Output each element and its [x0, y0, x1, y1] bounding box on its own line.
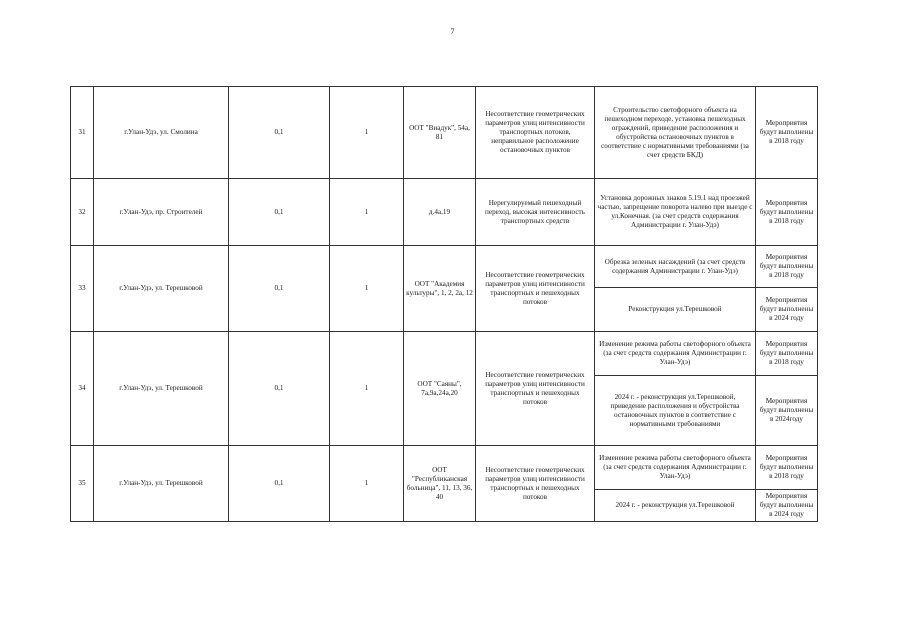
term-cell: Мероприятия будут выполнены в 2024 году: [756, 288, 818, 332]
row-number: 34: [71, 332, 94, 446]
value-cell-1: 0,1: [229, 246, 330, 332]
term-cell: Мероприятия будут выполнены в 2024году: [756, 376, 818, 446]
street-cell: г.Улан-Удэ, ул. Терешковой: [94, 246, 229, 332]
table-row: [71, 87, 818, 179]
measure-cell: 2024 г. - реконструкция ул.Терешковой, приведение расположения и обустройства остановочных пунктов в соответствие с нормативными требованиями: [595, 376, 756, 446]
value-cell-2: 1: [330, 332, 404, 446]
value-cell-2: 1: [330, 446, 404, 522]
measure-cell: Изменение режима работы светофорного объекта (за счет средств содержания Администрации г. Улан-Удэ): [595, 446, 756, 490]
location-cell: ООТ "Академия культуры", 1, 2, 2а, 12: [404, 246, 476, 332]
measures-table: [70, 86, 818, 522]
table-row: [71, 246, 818, 288]
term-cell: Мероприятия будут выполнены в 2018 году: [756, 332, 818, 376]
table-row: [71, 179, 818, 246]
location-cell: д.4а,19: [404, 179, 476, 246]
value-cell-2: 1: [330, 87, 404, 179]
measure-cell: Обрезка зеленых насаждений (за счет средств содержания Администрации г. Улан-Удэ): [595, 246, 756, 288]
value-cell-1: 0,1: [229, 87, 330, 179]
measure-cell: Строительство светофорного объекта на пешеходном переходе, установка пешеходных ограждений, приведение расположения и обустройства остановочных пунктов в соответствие с нормативными требованиями (за счет средств БКД): [595, 87, 756, 179]
location-cell: ООТ "Республиканская больница", 11, 13, 36, 40: [404, 446, 476, 522]
row-number: 35: [71, 446, 94, 522]
value-cell-1: 0,1: [229, 179, 330, 246]
reason-cell: Несоответствие геометрических параметров улиц интенсивности транспортных и пешеходных потоков: [476, 246, 595, 332]
table-row: [71, 446, 818, 490]
reason-cell: Несоответствие геометрических параметров улиц интенсивности транспортных и пешеходных потоков: [476, 446, 595, 522]
measure-cell: Изменение режима работы светофорного объекта (за счет средств содержания Администрации г. Улан-Удэ): [595, 332, 756, 376]
value-cell-2: 1: [330, 246, 404, 332]
table-row: [71, 332, 818, 376]
value-cell-2: 1: [330, 179, 404, 246]
street-cell: г.Улан-Удэ, ул. Терешковой: [94, 332, 229, 446]
street-cell: г.Улан-Удэ, пр. Строителей: [94, 179, 229, 246]
row-number: 31: [71, 87, 94, 179]
term-cell: Мероприятия будут выполнены в 2024 году: [756, 490, 818, 522]
reason-cell: Несоответствие геометрических параметров улиц интенсивности транспортных потоков, неправильное расположение остановочных пунктов: [476, 87, 595, 179]
value-cell-1: 0,1: [229, 446, 330, 522]
measure-cell: Установка дорожных знаков 5.19.1 над проезжей частью, запрещение поворота налево при выезде с ул.Конечная. (за счет средств содержания Администрации г. Улан-Удэ): [595, 179, 756, 246]
measure-cell: Реконструкция ул.Терешковой: [595, 288, 756, 332]
reason-cell: Нерегулируемый пешеходный переход, высокая интенсивность транспортных средств: [476, 179, 595, 246]
measure-cell: 2024 г. - реконструкция ул.Терешковой: [595, 490, 756, 522]
location-cell: ООТ "Виадук", 54а, 81: [404, 87, 476, 179]
term-cell: Мероприятия будут выполнены в 2018 году: [756, 446, 818, 490]
term-cell: Мероприятия будут выполнены в 2018 году: [756, 246, 818, 288]
location-cell: ООТ "Саяны", 7а,9а,24а,20: [404, 332, 476, 446]
term-cell: Мероприятия будут выполнены в 2018 году: [756, 87, 818, 179]
reason-cell: Несоответствие геометрических параметров улиц интенсивности транспортных и пешеходных потоков: [476, 332, 595, 446]
page-number: 7: [450, 27, 455, 36]
value-cell-1: 0,1: [229, 332, 330, 446]
row-number: 33: [71, 246, 94, 332]
row-number: 32: [71, 179, 94, 246]
term-cell: Мероприятия будут выполнены в 2018 году: [756, 179, 818, 246]
street-cell: г.Улан-Удэ, ул. Терешковой: [94, 446, 229, 522]
street-cell: г.Улан-Удэ, ул. Смолина: [94, 87, 229, 179]
